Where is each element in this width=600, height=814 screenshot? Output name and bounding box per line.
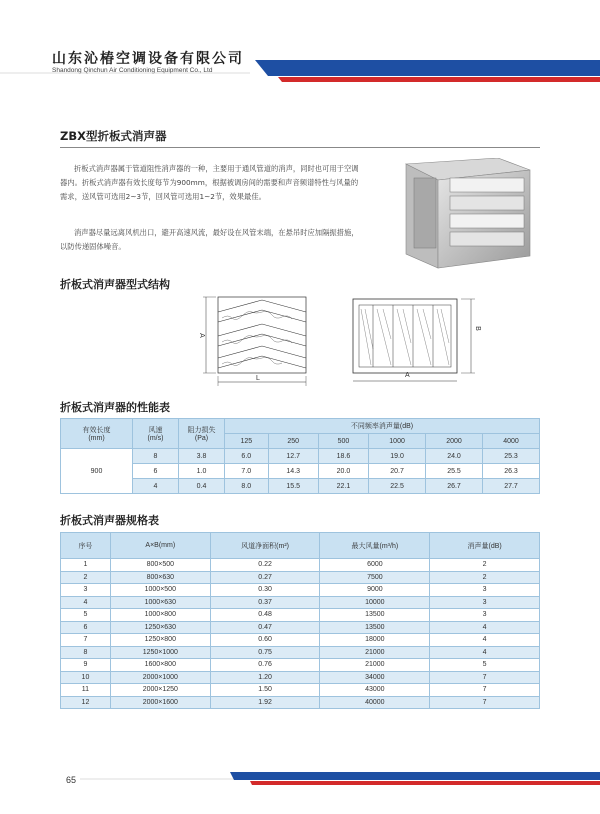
label-l: L	[256, 375, 260, 382]
header-freq: 2000	[426, 434, 483, 449]
spec-header: 最大风量(m³/h)	[320, 533, 430, 559]
header-resistance: 阻力损失 (Pa)	[179, 419, 225, 449]
table-row	[61, 684, 540, 697]
table-row	[61, 634, 540, 647]
table-cell: 43000	[320, 684, 430, 697]
table-cell: 27.7	[483, 479, 540, 494]
table-cell: 15.5	[268, 479, 318, 494]
table-cell: 1.50	[210, 684, 320, 697]
table-cell: 21000	[320, 659, 430, 672]
table-cell: 0.22	[210, 559, 320, 572]
intro-paragraph-1: 折板式消声器属于管道阻性消声器的一种，主要用于通风管道的消声，同时也可用于空调器内。折板式消声器有效长度每节为900mm，根据被调房间的需要和声音频谱特性与风量的需求，送风管可选用2~3节，回风管可选用1~2节，效果最佳。	[60, 164, 359, 201]
table-cell: 1600×800	[110, 659, 210, 672]
table-cell: 0.75	[210, 646, 320, 659]
table-cell: 34000	[320, 671, 430, 684]
table-cell: 12	[61, 696, 111, 709]
header-freq: 1000	[369, 434, 426, 449]
table-cell: 1250×630	[110, 621, 210, 634]
table-cell: 1000×800	[110, 609, 210, 622]
table-cell: 2	[430, 559, 540, 572]
table-cell: 6.0	[225, 449, 269, 464]
table-cell: 1	[61, 559, 111, 572]
label-a-front: A	[405, 372, 410, 379]
performance-table	[60, 418, 540, 494]
table-cell: 1.92	[210, 696, 320, 709]
table-cell: 2000×1250	[110, 684, 210, 697]
table-cell: 13500	[320, 609, 430, 622]
table-cell: 2000×1600	[110, 696, 210, 709]
table-cell: 3	[61, 584, 111, 597]
table-cell: 6	[133, 464, 179, 479]
front-view-diagram	[345, 295, 485, 385]
table-cell: 3	[430, 609, 540, 622]
table-cell: 4	[430, 646, 540, 659]
table-cell: 1250×800	[110, 634, 210, 647]
spec-title: 折板式消声器规格表	[60, 514, 159, 527]
table-cell: 2	[430, 571, 540, 584]
table-cell: 20.0	[318, 464, 368, 479]
length-cell: 900	[61, 449, 133, 494]
table-cell: 6000	[320, 559, 430, 572]
company-name-cn: 山东沁椿空调设备有限公司	[52, 51, 244, 67]
table-cell: 4	[133, 479, 179, 494]
table-row	[61, 571, 540, 584]
table-row	[61, 559, 540, 572]
table-cell: 2000×1000	[110, 671, 210, 684]
table-cell: 1000×500	[110, 584, 210, 597]
table-cell: 1250×1000	[110, 646, 210, 659]
side-view-diagram	[197, 292, 310, 392]
footer-stripes	[0, 772, 600, 786]
table-cell: 0.47	[210, 621, 320, 634]
table-cell: 0.27	[210, 571, 320, 584]
table-cell: 800×500	[110, 559, 210, 572]
table-row	[61, 464, 540, 479]
performance-title: 折板式消声器的性能表	[60, 401, 170, 414]
table-cell: 40000	[320, 696, 430, 709]
header-length: 有效长度 (mm)	[61, 419, 133, 449]
table-cell: 22.1	[318, 479, 368, 494]
product-photo	[398, 158, 538, 270]
table-cell: 13500	[320, 621, 430, 634]
structure-title: 折板式消声器型式结构	[60, 278, 170, 291]
table-cell: 3.8	[179, 449, 225, 464]
table-cell: 10	[61, 671, 111, 684]
table-row	[61, 621, 540, 634]
table-cell: 3	[430, 584, 540, 597]
table-cell: 0.76	[210, 659, 320, 672]
table-cell: 22.5	[369, 479, 426, 494]
spec-header: 消声量(dB)	[430, 533, 540, 559]
table-cell: 8.0	[225, 479, 269, 494]
table-cell: 800×630	[110, 571, 210, 584]
spec-header: 序号	[61, 533, 111, 559]
header-freq-group: 不同频率消声量(dB)	[225, 419, 540, 434]
table-cell: 26.3	[483, 464, 540, 479]
table-cell: 10000	[320, 596, 430, 609]
spec-header: 风道净面积(m²)	[210, 533, 320, 559]
table-cell: 2	[61, 571, 111, 584]
header-freq: 4000	[483, 434, 540, 449]
table-cell: 25.3	[483, 449, 540, 464]
table-cell: 7	[430, 696, 540, 709]
table-row	[61, 596, 540, 609]
label-a-side: A	[197, 333, 205, 338]
company-name-en: Shandong Qinchun Air Conditioning Equipment Co., Ltd	[52, 67, 213, 74]
table-cell: 1.20	[210, 671, 320, 684]
table-cell: 7.0	[225, 464, 269, 479]
header-stripes	[0, 60, 600, 84]
table-cell: 18.6	[318, 449, 368, 464]
table-cell: 12.7	[268, 449, 318, 464]
table-cell: 1000×630	[110, 596, 210, 609]
intro-paragraph-2: 消声器尽量远离风机出口，避开高速风流，最好设在风管末端，在悬吊时应加隔振措施，以防传递固体噪音。	[60, 228, 359, 251]
table-row	[61, 609, 540, 622]
table-cell: 0.60	[210, 634, 320, 647]
table-cell: 3	[430, 596, 540, 609]
header-freq: 125	[225, 434, 269, 449]
table-cell: 18000	[320, 634, 430, 647]
table-cell: 7500	[320, 571, 430, 584]
table-cell: 9	[61, 659, 111, 672]
table-cell: 26.7	[426, 479, 483, 494]
header-freq: 500	[318, 434, 368, 449]
page-title: ZBX型折板式消声器	[60, 129, 167, 143]
spec-header: A×B(mm)	[110, 533, 210, 559]
label-b: B	[473, 326, 481, 331]
table-row	[61, 449, 540, 464]
table-cell: 0.37	[210, 596, 320, 609]
table-cell: 5	[61, 609, 111, 622]
table-cell: 1.0	[179, 464, 225, 479]
table-row	[61, 659, 540, 672]
table-cell: 11	[61, 684, 111, 697]
page-number: 65	[66, 775, 77, 785]
spec-table	[60, 532, 540, 709]
table-row	[61, 646, 540, 659]
title-rule	[60, 147, 540, 148]
table-cell: 20.7	[369, 464, 426, 479]
table-cell: 25.5	[426, 464, 483, 479]
table-cell: 8	[61, 646, 111, 659]
table-cell: 21000	[320, 646, 430, 659]
table-cell: 7	[430, 671, 540, 684]
table-cell: 0.48	[210, 609, 320, 622]
table-cell: 4	[430, 634, 540, 647]
table-cell: 24.0	[426, 449, 483, 464]
table-row	[61, 671, 540, 684]
table-row	[61, 479, 540, 494]
table-cell: 4	[61, 596, 111, 609]
table-cell: 8	[133, 449, 179, 464]
header-freq: 250	[268, 434, 318, 449]
header-speed: 风速 (m/s)	[133, 419, 179, 449]
table-cell: 6	[61, 621, 111, 634]
table-cell: 4	[430, 621, 540, 634]
table-row	[61, 696, 540, 709]
table-cell: 5	[430, 659, 540, 672]
table-row	[61, 584, 540, 597]
table-cell: 7	[430, 684, 540, 697]
table-cell: 14.3	[268, 464, 318, 479]
table-cell: 0.30	[210, 584, 320, 597]
table-cell: 19.0	[369, 449, 426, 464]
table-cell: 0.4	[179, 479, 225, 494]
table-cell: 7	[61, 634, 111, 647]
table-cell: 9000	[320, 584, 430, 597]
